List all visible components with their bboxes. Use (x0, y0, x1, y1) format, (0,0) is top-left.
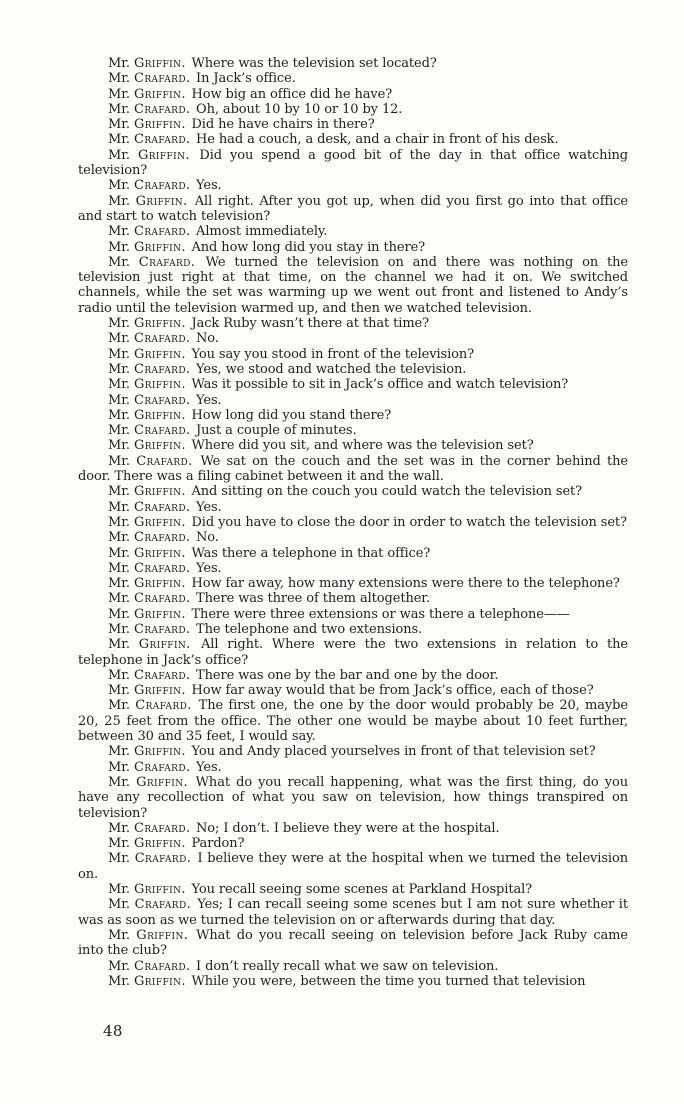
speaker-name: Mr. Crafard. (108, 621, 190, 637)
utterance-text: Yes; I can recall seeing some scenes but I am not sure whether it was as soon as we turned the television on or afterwards during that day. (78, 897, 628, 928)
transcript-line (78, 775, 628, 821)
transcript-line (78, 637, 628, 668)
transcript-line (78, 87, 628, 102)
utterance-text: Did he have chairs in there? (187, 117, 375, 133)
transcript-line (78, 882, 628, 897)
utterance-text: Pardon? (187, 836, 245, 852)
speaker-name: Mr. Crafard. (108, 71, 190, 87)
transcript-line (78, 897, 628, 928)
utterance-text: Was there a telephone in that office? (187, 545, 431, 561)
transcript-line (78, 56, 628, 71)
transcript-line (78, 102, 628, 117)
transcript-line (78, 224, 628, 239)
utterance-text: How big an office did he have? (187, 86, 393, 102)
utterance-text: You recall seeing some scenes at Parkland Hospital? (187, 882, 533, 898)
utterance-text: We turned the television on and there was nothing on the television just right at that time, on the channel we had it on. We switched channels, while the set was warming up we went out front and listened to Andy’s radio until the television warmed up, and then we watched television. (78, 254, 628, 316)
speaker-name: Mr. Griffin. (108, 346, 186, 362)
utterance-text: Yes. (192, 392, 222, 408)
transcript-line (78, 683, 628, 698)
page-number: 48 (103, 1022, 123, 1040)
speaker-name: Mr. Griffin. (108, 86, 186, 102)
transcript-line (78, 71, 628, 86)
utterance-text: Yes. (192, 178, 222, 194)
speaker-name: Mr. Griffin. (108, 973, 186, 989)
utterance-text: Almost immediately. (192, 224, 328, 240)
transcript-line (78, 515, 628, 530)
utterance-text: How far away would that be from Jack’s office, each of those? (187, 683, 594, 699)
transcript-line (78, 194, 628, 225)
utterance-text: Where was the television set located? (187, 56, 437, 71)
utterance-text: What do you recall seeing on television before Jack Ruby came into the club? (78, 927, 628, 959)
speaker-name: Mr. Griffin. (108, 637, 191, 653)
transcript-line (78, 561, 628, 576)
speaker-name: Mr. Crafard. (108, 820, 190, 836)
utterance-text: No. (192, 530, 219, 546)
transcript-line (78, 744, 628, 759)
transcript-line (78, 132, 628, 147)
speaker-name: Mr. Griffin. (108, 484, 186, 500)
speaker-name: Mr. Crafard. (108, 958, 190, 974)
speaker-name: Mr. Griffin. (108, 744, 186, 760)
utterance-text: Did you spend a good bit of the day in that office watching television? (78, 147, 628, 179)
utterance-text: Oh, about 10 by 10 or 10 by 12. (192, 101, 403, 117)
transcript-line (78, 546, 628, 561)
speaker-name: Mr. Griffin. (108, 407, 186, 423)
speaker-name: Mr. Crafard. (108, 530, 190, 546)
speaker-name: Mr. Griffin. (108, 882, 186, 898)
transcript-line (78, 240, 628, 255)
utterance-text: Did you have to close the door in order to watch the television set? (187, 514, 627, 530)
utterance-text: Just a couple of minutes. (192, 423, 357, 439)
speaker-name: Mr. Crafard. (108, 759, 190, 775)
speaker-name: Mr. Crafard. (108, 132, 190, 148)
speaker-name: Mr. Crafard. (108, 698, 192, 714)
transcript-line (78, 698, 628, 744)
speaker-name: Mr. Crafard. (108, 499, 190, 515)
utterance-text: There was one by the bar and one by the door. (192, 667, 499, 683)
utterance-text: I don’t really recall what we saw on television. (192, 958, 499, 974)
utterance-text: No. (192, 331, 219, 347)
transcript-line (78, 148, 628, 179)
speaker-name: Mr. Crafard. (108, 851, 191, 867)
transcript-line (78, 484, 628, 499)
utterance-text: All right. After you got up, when did you first go into that office and start to watch television? (78, 193, 628, 224)
transcript-line (78, 423, 628, 438)
utterance-text: Yes. (192, 759, 222, 775)
speaker-name: Mr. Griffin. (108, 683, 186, 699)
speaker-name: Mr. Crafard. (108, 897, 191, 913)
speaker-name: Mr. Crafard. (108, 101, 190, 117)
speaker-name: Mr. Griffin. (108, 545, 186, 561)
transcript-line (78, 668, 628, 683)
speaker-name: Mr. Griffin. (108, 927, 188, 943)
speaker-name: Mr. Crafard. (108, 667, 190, 683)
utterance-text: He had a couch, a desk, and a chair in front of his desk. (192, 132, 559, 148)
utterance-text: What do you recall happening, what was the first thing, do you have any recollection of what you saw on television, how things transpired on television? (78, 774, 628, 821)
utterance-text: Was it possible to sit in Jack’s office and watch television? (187, 377, 569, 393)
transcript-line (78, 959, 628, 974)
transcript-line (78, 607, 628, 622)
transcript-line (78, 438, 628, 453)
speaker-name: Mr. Crafard. (108, 560, 190, 576)
utterance-text: You and Andy placed yourselves in front of that television set? (187, 744, 596, 760)
transcript-line (78, 591, 628, 606)
speaker-name: Mr. Griffin. (108, 438, 186, 454)
speaker-name: Mr. Griffin. (108, 193, 188, 209)
speaker-name: Mr. Crafard. (108, 254, 195, 270)
transcript-line (78, 255, 628, 316)
transcript-line (78, 622, 628, 637)
speaker-name: Mr. Crafard. (108, 453, 193, 469)
speaker-name: Mr. Griffin. (108, 836, 186, 852)
utterance-text: You say you stood in front of the television? (187, 346, 475, 362)
utterance-text: In Jack’s office. (192, 71, 296, 87)
speaker-name: Mr. Griffin. (108, 377, 186, 393)
utterance-text: All right. Where were the two extensions in relation to the telephone in Jack’s office? (78, 637, 628, 668)
utterance-text: The first one, the one by the door would probably be 20, maybe 20, 25 feet from the office. The other one would be maybe about 10 feet further, between 30 and 35 feet, I would say. (78, 698, 628, 745)
utterance-text: Jack Ruby wasn’t there at that time? (187, 316, 430, 332)
speaker-name: Mr. Griffin. (108, 774, 188, 790)
speaker-name: Mr. Griffin. (108, 606, 186, 622)
utterance-text: Yes. (192, 560, 222, 576)
transcript-line (78, 347, 628, 362)
utterance-text: And sitting on the couch you could watch the television set? (187, 484, 583, 500)
speaker-name: Mr. Crafard. (108, 591, 190, 607)
speaker-name: Mr. Griffin. (108, 117, 186, 133)
speaker-name: Mr. Crafard. (108, 331, 190, 347)
transcript-line (78, 530, 628, 545)
transcript-line (78, 836, 628, 851)
utterance-text: And how long did you stay in there? (187, 239, 426, 255)
utterance-text: While you were, between the time you turned that television (187, 973, 586, 989)
transcript-line (78, 316, 628, 331)
speaker-name: Mr. Griffin. (108, 56, 186, 71)
utterance-text: There were three extensions or was there a telephone—— (187, 606, 570, 622)
speaker-name: Mr. Griffin. (108, 239, 186, 255)
utterance-text: The telephone and two extensions. (192, 621, 423, 637)
utterance-text: Yes, we stood and watched the television. (192, 361, 467, 377)
transcript-line (78, 393, 628, 408)
speaker-name: Mr. Griffin. (108, 147, 190, 163)
utterance-text: Yes. (192, 499, 222, 515)
transcript-line (78, 331, 628, 346)
transcript-body (78, 56, 628, 989)
transcript-line (78, 362, 628, 377)
transcript-line (78, 178, 628, 193)
utterance-text: I believe they were at the hospital when we turned the television on. (78, 851, 628, 882)
utterance-text: Where did you sit, and where was the television set? (187, 438, 534, 454)
transcript-line (78, 760, 628, 775)
transcript-line (78, 408, 628, 423)
speaker-name: Mr. Griffin. (108, 316, 186, 332)
utterance-text: How far away, how many extensions were there to the telephone? (187, 576, 620, 592)
speaker-name: Mr. Griffin. (108, 514, 186, 530)
transcript-line (78, 928, 628, 959)
speaker-name: Mr. Crafard. (108, 361, 190, 377)
utterance-text: How long did you stand there? (187, 407, 392, 423)
speaker-name: Mr. Crafard. (108, 224, 190, 240)
transcript-line (78, 500, 628, 515)
utterance-text: No; I don’t. I believe they were at the hospital. (192, 820, 500, 836)
speaker-name: Mr. Crafard. (108, 178, 190, 194)
transcript-line (78, 117, 628, 132)
speaker-name: Mr. Griffin. (108, 576, 186, 592)
transcript-line (78, 974, 628, 989)
utterance-text: We sat on the couch and the set was in the corner behind the door. There was a filing cabinet between it and the wall. (78, 453, 629, 485)
transcript-line (78, 821, 628, 836)
transcript-line (78, 377, 628, 392)
transcript-line (78, 454, 628, 485)
utterance-text: There was three of them altogether. (192, 591, 431, 607)
speaker-name: Mr. Crafard. (108, 423, 190, 439)
speaker-name: Mr. Crafard. (108, 392, 190, 408)
transcript-line (78, 576, 628, 591)
transcript-line (78, 851, 628, 882)
